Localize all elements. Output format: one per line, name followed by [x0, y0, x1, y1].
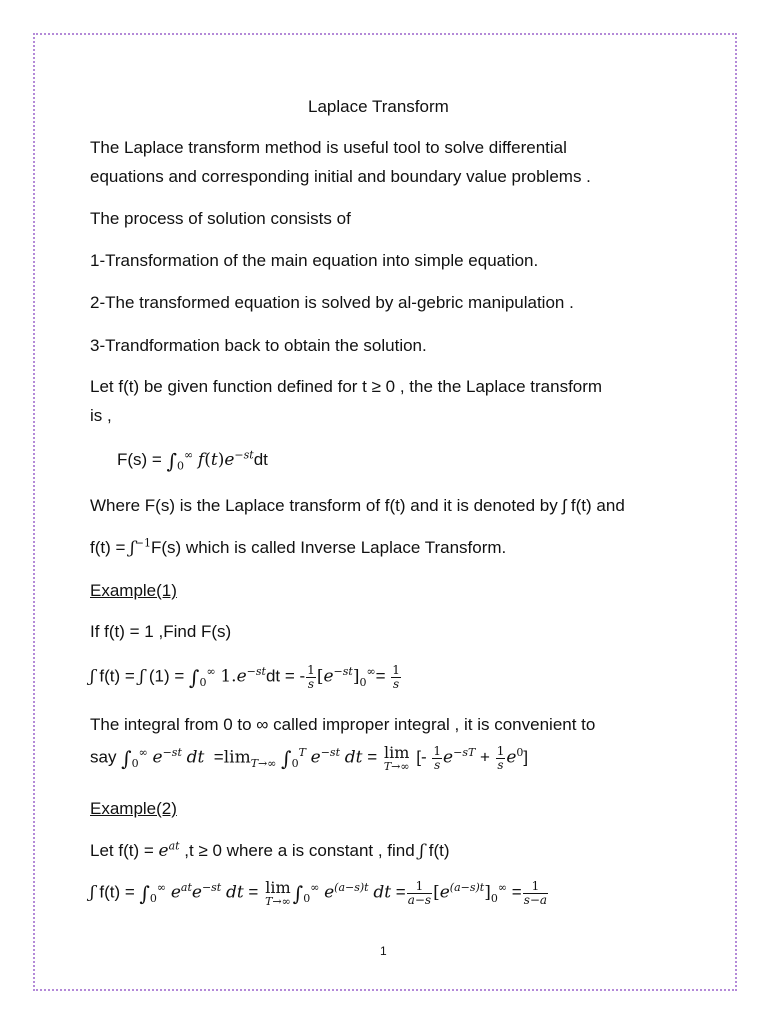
- ex2-prefix: f(t) =: [94, 882, 140, 902]
- intro-line-1: The Laplace transform method is useful tool to solve differential: [90, 138, 567, 157]
- document-title: Laplace Transform: [308, 97, 449, 116]
- example-2-end: f(t): [424, 841, 450, 860]
- example-2-suffix: ,t ≥ 0 where a is constant , find: [179, 841, 420, 860]
- integral-sign: ∫: [166, 449, 178, 473]
- inverse-suffix: F(s) which is called Inverse Laplace Transform.: [151, 538, 507, 557]
- ex1-mid: (1) =: [148, 666, 190, 686]
- example-2-problem: Let $f(t) = e^{at}$ ,t ≥ 0 where a is constant , find ʃ f(t): [90, 839, 450, 861]
- definition-line-2: is ,: [90, 406, 112, 425]
- formula-dt: dt: [253, 450, 268, 469]
- example-1-solution: ʃ f(t) = ʃ $(1) = \int_0^\infty$ $1.e^{-st}dt$ = - $\frac{1}{s}$ $[e^{-st}]_0^\infty=$ $\frac{1}{s}$: [90, 663, 400, 691]
- definition-line-1: Let f(t) be given function defined for t ≥ 0 , the the Laplace transform: [90, 377, 603, 396]
- formula-lhs: F(s) =: [117, 450, 167, 469]
- step-3: 3-Trandformation back to obtain the solution.: [90, 336, 427, 355]
- example-2-prefix: Let f(t) =: [90, 841, 159, 860]
- step-1: 1-Transformation of the main equation into simple equation.: [90, 251, 539, 270]
- improper-line-2: say $\int_0^\infty$ $e^{-st}$ dt $=\lim_{T\to\infty}$ $\int_0^T$ $e^{-st}$ dt = lim T→∞ [- $\frac{1}{s}$ $e^{-sT}$ + $\frac{1}{s}$ $e^0$]: [90, 743, 529, 773]
- step-2: 2-The transformed equation is solved by al-gebric manipulation .: [90, 293, 574, 312]
- example-2-heading: Example(2): [90, 799, 177, 818]
- example-1-heading: Example(1): [90, 581, 177, 600]
- laplace-definition-formula: $F(s) = \int_0^\infty$ $f(t)e^{-st}dt$: [117, 448, 268, 473]
- example-1-problem: If f(t) = 1 ,Find F(s): [90, 622, 232, 641]
- ex1-prefix: f(t) =: [99, 666, 140, 686]
- improper-say: say: [90, 747, 122, 767]
- process-intro: The process of solution consists of: [90, 209, 351, 228]
- improper-line-1: The integral from 0 to ∞ called improper integral , it is convenient to: [90, 715, 596, 734]
- page-number: 1: [380, 944, 387, 958]
- intro-line-2: equations and corresponding initial and boundary value problems .: [90, 167, 591, 186]
- ex1-dt: dt = -: [265, 666, 306, 686]
- inverse-line: f(t) = ʃ$^{-1}$F(s) which is called Inverse Laplace Transform.: [90, 536, 507, 558]
- example-2-solution: ʃ $f(t) = \int_0^\infty$ $e^{at}e^{-st}$ dt = lim T→∞ $\int_0^\infty$ $e^{(a-s)t}$ dt = $\frac{1}{a-s}$ $[e^{(a-s)t}]_0^\infty$ = $\frac{1}{s-a}$: [90, 878, 548, 908]
- where-line: Where F(s) is the Laplace transform of f(t) and it is denoted by ʃ f(t) and: [90, 496, 625, 515]
- inverse-prefix: f(t) =: [90, 538, 131, 557]
